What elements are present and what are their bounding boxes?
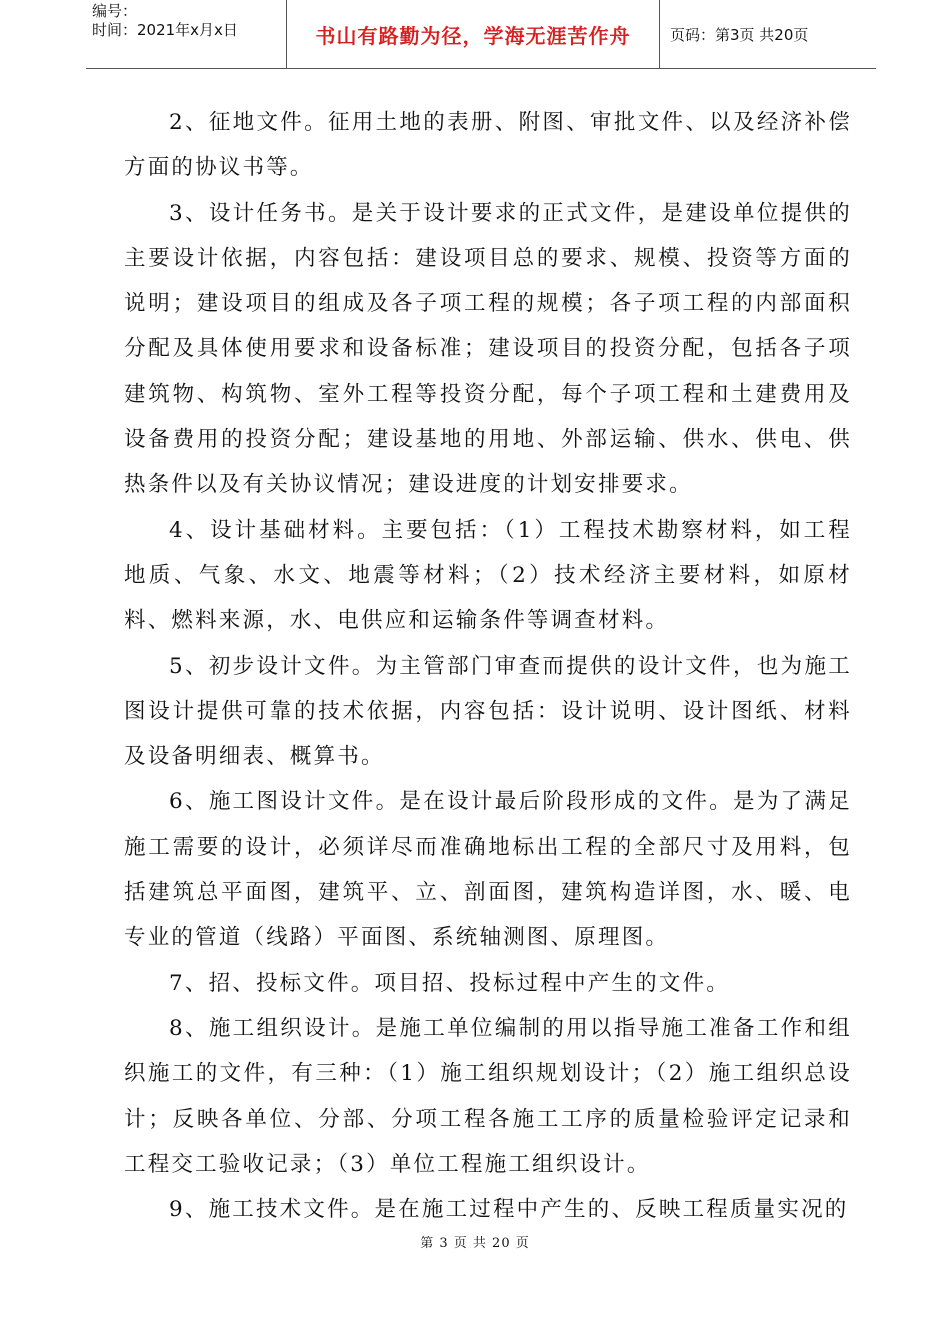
paragraph: 7、招、投标文件。项目招、投标过程中产生的文件。 [169,970,730,996]
header-meta [86,0,286,68]
page-header [86,0,876,69]
header-page-code [660,0,876,68]
paragraph: 2、征地文件。征用土地的表册、附图、审批文件、以及经济补偿方面的协议书等。 [124,110,852,181]
paragraph: 5、初步设计文件。为主管部门审查而提供的设计文件，也为施工图设计提供可靠的技术依据，内容包括：设计说明、设计图纸、材料及设备明细表、概算书。 [124,653,852,770]
paragraph: 3、设计任务书。是关于设计要求的正式文件，是建设单位提供的主要设计依据，内容包括：建设项目总的要求、规模、投资等方面的说明；建设项目的组成及各子项工程的规模；各子项工程的内部面积分配及具体使用要求和设备标准；建设项目的投资分配，包括各子项建筑物、构筑物、室外工程等投资分配，每个子项工程和土建费用及设备费用的投资分配；建设基地的用地、外部运输、供水、供电、供热条件以及有关协议情况；建设进度的计划安排要求。 [124,200,852,498]
date-label: 时间：2021年x月x日 [92,21,238,39]
page-footer [0,1232,950,1251]
document-body [124,100,852,1232]
paragraph: 6、施工图设计文件。是在设计最后阶段形成的文件。是为了满足施工需要的设计，必须详尽而准确地标出工程的全部尺寸及用料，包括建筑总平面图，建筑平、立、剖面图，建筑构造详图，水、暖、电专业的管道（线路）平面图、系统轴测图、原理图。 [124,789,852,951]
paragraph: 9、施工技术文件。是在施工过程中产生的、反映工程质量实况的 [169,1197,849,1223]
paragraph: 8、施工组织设计。是施工单位编制的用以指导施工准备工作和组织施工的文件，有三种：（1）施工组织规划设计；（2）施工组织总设计；反映各单位、分部、分项工程各施工工序的质量检验评定记录和工程交工验收记录；（3）单位工程施工组织设计。 [124,1015,852,1177]
page-code-text: 页码：第3页 共20页 [670,25,809,44]
page-number: 第 3 页 共 20 页 [420,1236,530,1251]
paragraph: 4、设计基础材料。主要包括：（1）工程技术勘察材料，如工程地质、气象、水文、地震等材料；（2）技术经济主要材料，如原材料、燃料来源，水、电供应和运输条件等调查材料。 [124,517,852,634]
serial-label: 编号： [92,2,138,20]
motto-text: 书山有路勤为径，学海无涯苦作舟 [315,23,631,48]
header-motto-cell [286,0,660,68]
